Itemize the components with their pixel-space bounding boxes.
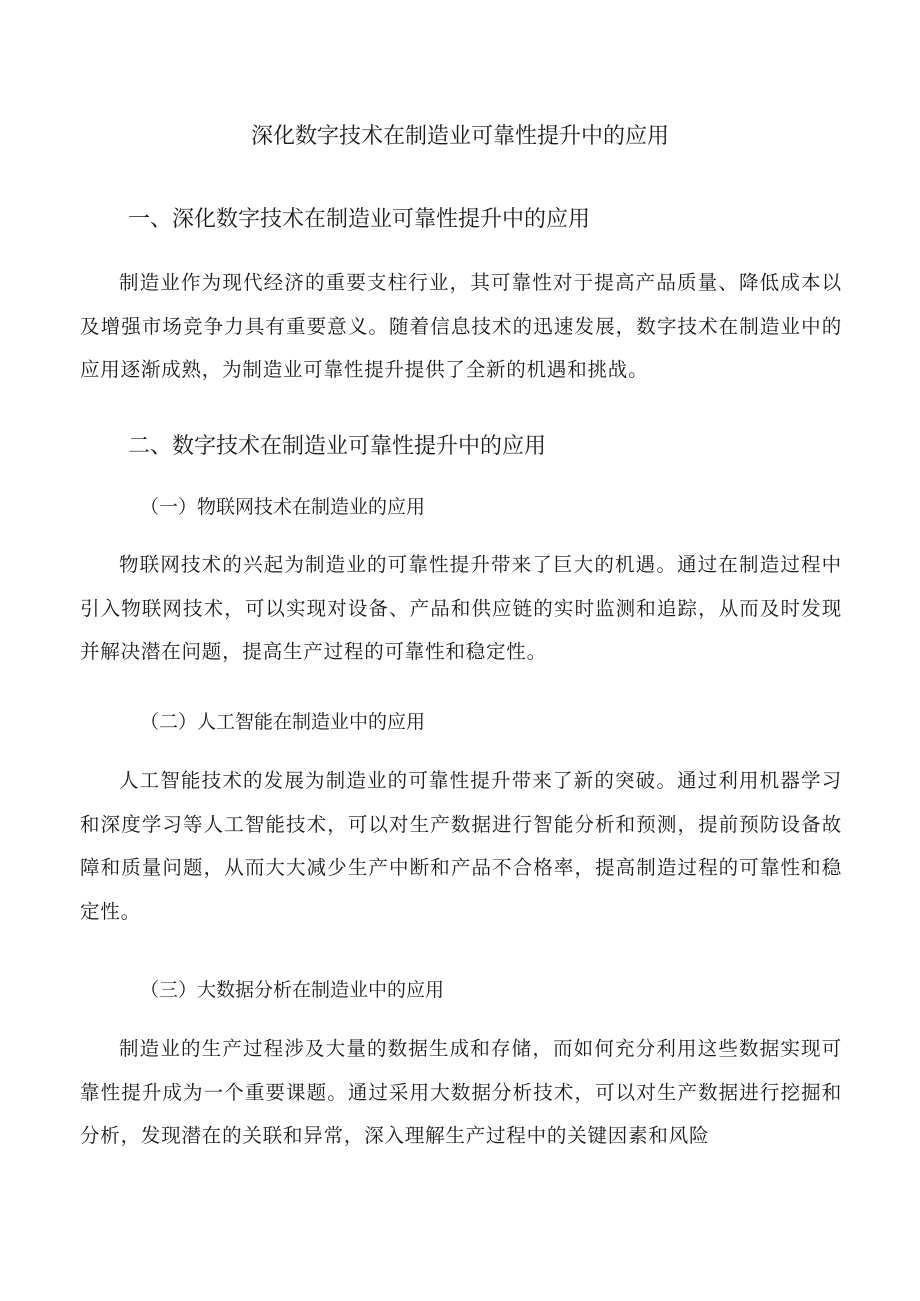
subsection-1-paragraph: 物联网技术的兴起为制造业的可靠性提升带来了巨大的机遇。通过在制造过程中引入物联网技术，可以实现对设备、产品和供应链的实时监测和追踪，从而及时发现并解决潜在问题，提高生产过程的可靠性和稳定性。	[80, 553, 842, 663]
document-title: 深化数字技术在制造业可靠性提升中的应用	[250, 124, 669, 149]
subsection-3-paragraph: 制造业的生产过程涉及大量的数据生成和存储，而如何充分利用这些数据实现可靠性提升成为一个重要课题。通过采用大数据分析技术，可以对生产数据进行挖掘和分析，发现潜在的关联和异常，深入理解生产过程中的关键因素和风险	[80, 1037, 842, 1147]
subsection-2-paragraph: 人工智能技术的发展为制造业的可靠性提升带来了新的突破。通过利用机器学习和深度学习等人工智能技术，可以对生产数据进行智能分析和预测，提前预防设备故障和质量问题，从而大大减少生产中断和产品不合格率，提高制造过程的可靠性和稳定性。	[80, 769, 842, 923]
section-1-paragraph: 制造业作为现代经济的重要支柱行业，其可靠性对于提高产品质量、降低成本以及增强市场竞争力具有重要意义。随着信息技术的迅速发展，数字技术在制造业中的应用逐渐成熟，为制造业可靠性提升提供了全新的机遇和挑战。	[80, 271, 842, 381]
section-heading-2: 二、数字技术在制造业可靠性提升中的应用	[128, 434, 547, 459]
subsection-heading-1: （一）物联网技术在制造业的应用	[140, 496, 426, 518]
section-heading-1: 一、深化数字技术在制造业可靠性提升中的应用	[128, 207, 591, 232]
subsection-heading-2: （二）人工智能在制造业中的应用	[140, 711, 426, 733]
subsection-heading-3: （三）大数据分析在制造业中的应用	[140, 979, 445, 1001]
